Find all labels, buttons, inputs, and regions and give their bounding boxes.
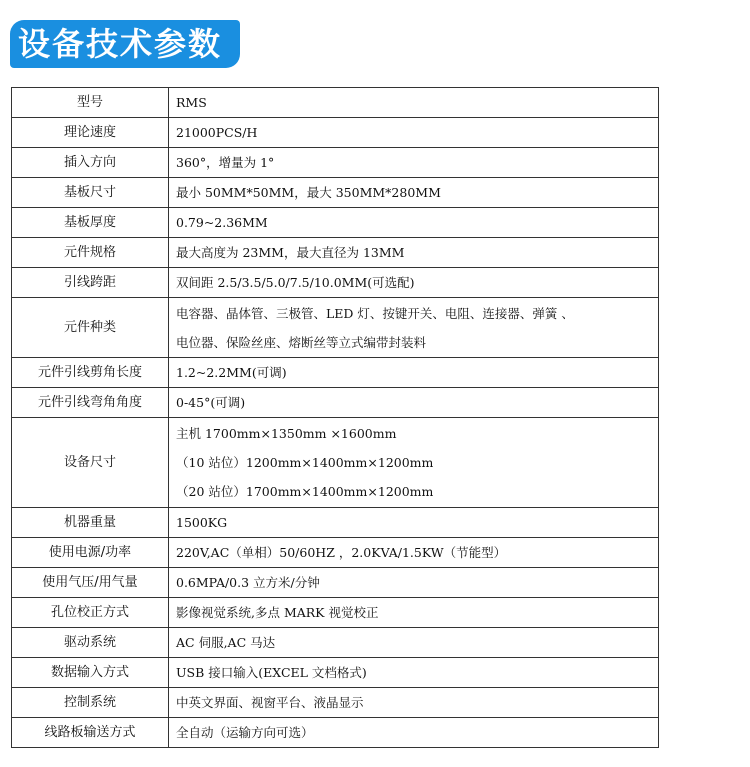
spec-value-line: 电位器、保险丝座、熔断丝等立式编带封装料 (176, 334, 427, 350)
spec-value (169, 88, 659, 118)
spec-value-line: 0.6MPA/0.3 立方米/分钟 (176, 574, 320, 590)
spec-label: 型号 (12, 88, 169, 118)
spec-value-line: 1500KG (176, 514, 228, 530)
spec-label: 基板尺寸 (12, 178, 169, 208)
spec-row (12, 508, 659, 538)
spec-label: 设备尺寸 (12, 418, 169, 508)
spec-row (12, 88, 659, 118)
spec-value-line: 全自动（运输方向可选） (176, 724, 314, 740)
spec-row (12, 238, 659, 268)
spec-row (12, 568, 659, 598)
spec-value (169, 178, 659, 208)
spec-row (12, 688, 659, 718)
spec-value (169, 118, 659, 148)
spec-row (12, 628, 659, 658)
spec-value-line: 电容器、晶体管、三极管、LED 灯、按键开关、电阻、连接器、弹簧 、 (176, 305, 574, 321)
spec-row (12, 118, 659, 148)
spec-value (169, 568, 659, 598)
section-title-banner (10, 20, 240, 68)
spec-row (12, 598, 659, 628)
spec-label: 孔位校正方式 (12, 598, 169, 628)
spec-row (12, 418, 659, 508)
spec-value (169, 688, 659, 718)
spec-value-line: 最大高度为 23MM，最大直径为 13MM (176, 244, 405, 260)
spec-value (169, 298, 659, 358)
spec-label: 数据输入方式 (12, 658, 169, 688)
spec-label: 机器重量 (12, 508, 169, 538)
spec-row (12, 718, 659, 748)
spec-value (169, 718, 659, 748)
spec-value-line: AC 伺服,AC 马达 (176, 634, 276, 650)
spec-value (169, 508, 659, 538)
spec-label: 理论速度 (12, 118, 169, 148)
spec-value-line: 1.2~2.2MM(可调) (176, 364, 287, 380)
spec-label: 线路板输送方式 (12, 718, 169, 748)
spec-row (12, 388, 659, 418)
spec-value-line: 中英文界面、视窗平台、液晶显示 (176, 694, 364, 710)
spec-label: 引线跨距 (12, 268, 169, 298)
spec-value (169, 658, 659, 688)
spec-row (12, 148, 659, 178)
spec-value (169, 358, 659, 388)
spec-row (12, 268, 659, 298)
spec-value-line: 360°，增量为 1° (176, 154, 275, 170)
spec-row (12, 298, 659, 358)
spec-value-line: RMS (176, 94, 207, 110)
spec-value-line: （20 站位）1700mm×1400mm×1200mm (176, 484, 434, 499)
spec-value-line: 0.79~2.36MM (176, 214, 268, 230)
spec-value (169, 598, 659, 628)
spec-value-line: 最小 50MM*50MM，最大 350MM*280MM (176, 184, 441, 200)
spec-value-line: USB 接口输入(EXCEL 文档格式) (176, 664, 367, 680)
spec-value (169, 208, 659, 238)
spec-label: 元件引线剪角长度 (12, 358, 169, 388)
spec-label: 使用电源/功率 (12, 538, 169, 568)
spec-label: 驱动系统 (12, 628, 169, 658)
spec-label: 元件引线弯角角度 (12, 388, 169, 418)
spec-row (12, 538, 659, 568)
spec-value-line: 主机 1700mm×1350mm ×1600mm (176, 426, 397, 441)
spec-value-line: 影像视觉系统,多点 MARK 视觉校正 (176, 604, 379, 620)
spec-label: 插入方向 (12, 148, 169, 178)
spec-label: 控制系统 (12, 688, 169, 718)
spec-row (12, 178, 659, 208)
spec-value-line: 双间距 2.5/3.5/5.0/7.5/10.0MM(可选配) (176, 274, 415, 290)
spec-value-line: 21000PCS/H (176, 124, 258, 140)
spec-label: 元件种类 (12, 298, 169, 358)
spec-row (12, 208, 659, 238)
spec-value (169, 418, 659, 508)
spec-value (169, 628, 659, 658)
spec-value (169, 268, 659, 298)
spec-label: 使用气压/用气量 (12, 568, 169, 598)
spec-label: 元件规格 (12, 238, 169, 268)
spec-value-line: （10 站位）1200mm×1400mm×1200mm (176, 455, 434, 470)
section-title: 设备技术参数 (18, 25, 223, 63)
spec-table (11, 87, 659, 748)
spec-value (169, 148, 659, 178)
spec-label: 基板厚度 (12, 208, 169, 238)
spec-value (169, 388, 659, 418)
spec-row (12, 658, 659, 688)
spec-value (169, 538, 659, 568)
spec-row (12, 358, 659, 388)
spec-value-line: 0-45°(可调) (176, 394, 246, 410)
spec-value-line: 220V,AC（单相）50/60HZ ，2.0KVA/1.5KW（节能型） (176, 544, 507, 560)
spec-value (169, 238, 659, 268)
